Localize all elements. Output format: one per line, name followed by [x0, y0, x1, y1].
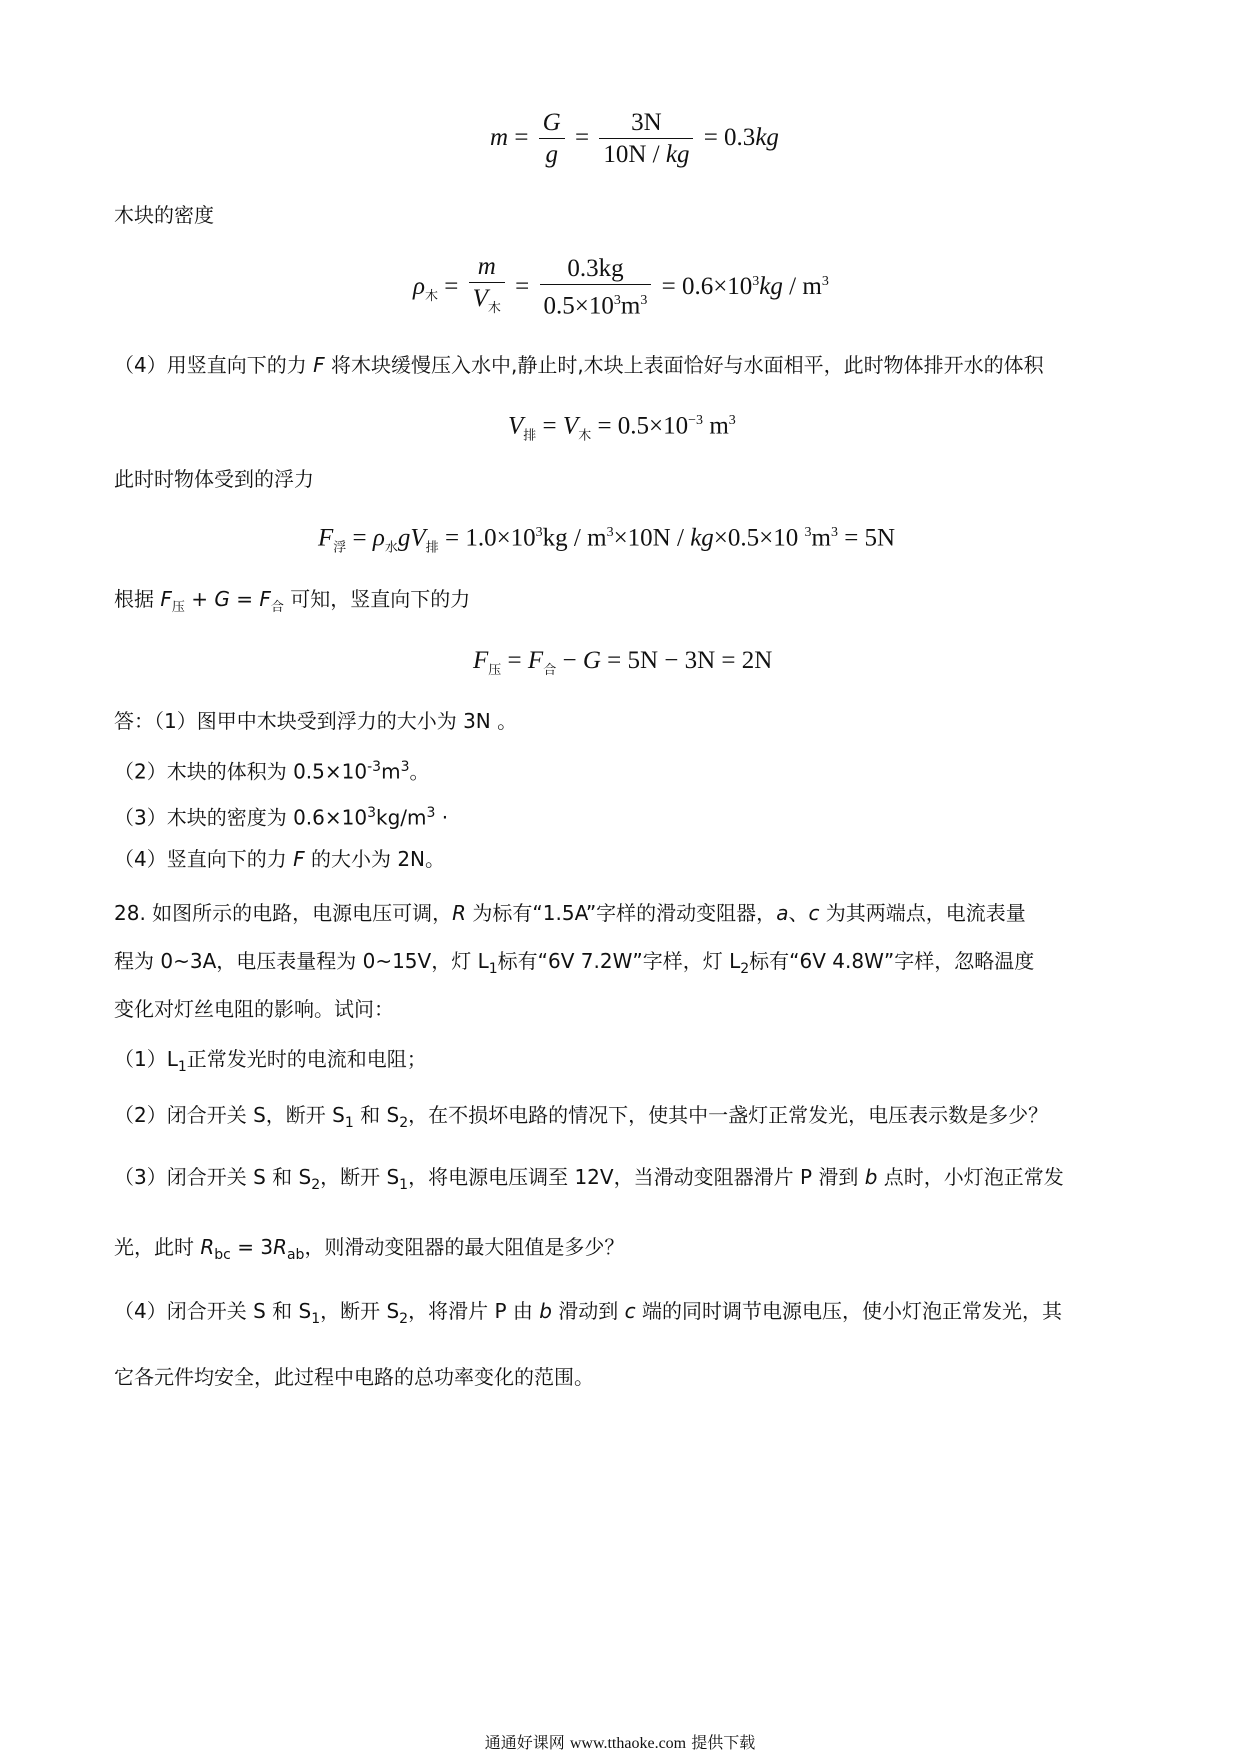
q28-line-2: 程为 0~3A，电压表量程为 0~15V，灯 $L_1$标有“6V 7.2W”字样，灯 $L_2$标有“6V 4.8W”字样，忽略温度	[114, 949, 1035, 977]
fraction-3n-over-10n: $\frac{3N}{10N / kg}$	[599, 108, 693, 171]
footer-site-name: 通通好课网	[484, 1733, 565, 1752]
equation-buoyancy: $F_浮 = \rho_水gV_排 = 1.0\times 10^3kg / m^3\times 10N / kg\times 0.5\times 10$ $^3m^3 = 5N$	[318, 524, 896, 556]
equation-density: $\rho_木$ = $\frac{m}{V_木}$ = $\frac{0.3kg}{0.5\times 10^3m^3}$ = $0.6\times 10^3kg / m^3$	[413, 252, 829, 325]
q28-part-2: （2）闭合开关 S，断开 $S_1$ 和 $S_2$，在不损坏电路的情况下，使其中一盏灯正常发光，电压表示数是多少？	[114, 1103, 1049, 1131]
q28-part-3: （3）闭合开关 S 和 $S_2$，断开 $S_1$，将电源电压调至 12V，当滑动变阻器滑片 P 滑到 b 点时，小灯泡正常发	[114, 1165, 1064, 1193]
symbol-m: m	[490, 124, 509, 152]
q28-line-1: 28. 如图所示的电路，电源电压可调，R 为标有“1.5A”字样的滑动变阻器，a、c 为其两端点，电流表量	[114, 901, 1026, 925]
equation-mass: m = $\frac{G}{g}$ = $\frac{3N}{10N / kg}$ = 0.3kg	[490, 108, 779, 171]
q28-part-4-cont: 它各元件均安全，此过程中电路的总功率变化的范围。	[114, 1365, 594, 1389]
fraction-m-over-v: $\frac{m}{V_木}$	[469, 252, 505, 325]
density-label: 木块的密度	[114, 203, 214, 227]
q28-part-4: （4）闭合开关 S 和 $S_1$，断开 $S_2$，将滑片 P 由 b 滑动到 c 端的同时调节电源电压，使小灯泡正常发光，其	[114, 1299, 1063, 1327]
q28-part-1: $(1)L_1$正常发光时的电流和电阻；	[114, 1047, 427, 1075]
equation-pressing-force: $F_压 = F_合 - G = 5N - 3N = 2N$	[473, 647, 773, 678]
fraction-density-value: $\frac{0.3kg}{0.5\times 10^3m^3}$	[540, 254, 652, 322]
equation-volume: $V_排 = V_木 = 0.5\times 10^{-3}$ $m^3$	[508, 412, 736, 444]
genju-text: 根据 $F_压 + G = F_合$ 可知，竖直向下的力	[114, 587, 471, 615]
q28-line-3: 变化对灯丝电阻的影响。试问：	[114, 997, 394, 1021]
answer-1: 答：（1）图甲中木块受到浮力的大小为 3N 。	[114, 709, 518, 733]
fraction-g-over-g: $\frac{G}{g}$	[539, 108, 565, 171]
buoyancy-label: 此时时物体受到的浮力	[114, 467, 314, 491]
part4-text: （4）用竖直向下的力 F 将木块缓慢压入水中,静止时,木块上表面恰好与水面相平，此时物体排开水的体积	[114, 353, 1044, 377]
page-footer	[0, 1730, 1240, 1753]
footer-url[interactable]: www.tthaoke.com	[569, 1735, 687, 1752]
q28-part-3-cont: 光，此时 $R_{bc} = 3R_{ab}$，则滑动变阻器的最大阻值是多少？	[114, 1235, 625, 1263]
answer-4: （4）竖直向下的力 F 的大小为 2N。	[114, 847, 446, 871]
answer-3: （3）木块的密度为 $0.6\times 10^3kg/m^3$ ·	[114, 805, 449, 830]
footer-download-text: 提供下载	[691, 1733, 756, 1752]
answer-2: （2）木块的体积为 $0.5\times 10^{-3}m^3$。	[114, 759, 430, 784]
